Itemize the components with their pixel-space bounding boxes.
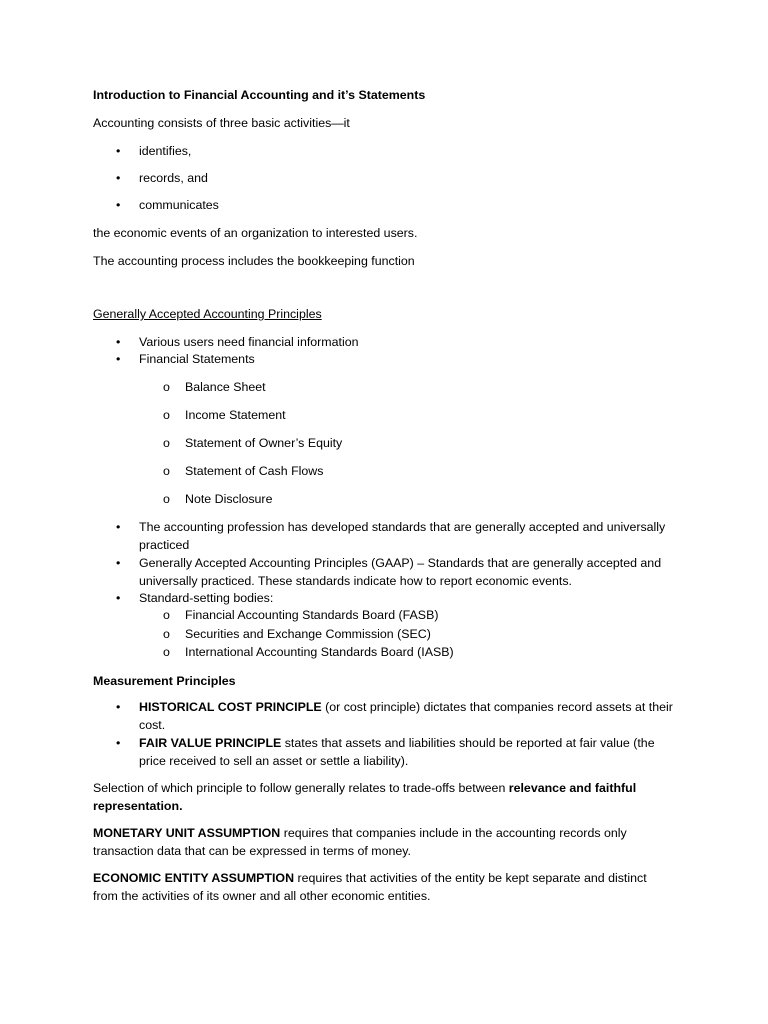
gaap-point: Generally Accepted Accounting Principles (GAAP) – Standards that are generally accepted and universally practiced. These standards indicate how to report economic events.	[139, 556, 662, 588]
bullet: •	[116, 700, 121, 714]
sub-bullet: o	[163, 436, 170, 450]
sub-bullet: o	[163, 645, 170, 659]
activity-item: identifies,	[139, 144, 192, 158]
standards-body: Financial Accounting Standards Board (FASB)	[185, 608, 439, 622]
statement-item: Balance Sheet	[185, 380, 266, 394]
bullet: •	[116, 352, 121, 366]
bullet: •	[116, 335, 121, 349]
monetary-unit-term: MONETARY UNIT ASSUMPTION	[93, 826, 281, 840]
gaap-item: Various users need financial information	[139, 335, 359, 349]
statement-item: Note Disclosure	[185, 492, 273, 506]
selection-bold: relevance and faithful representation.	[93, 781, 637, 813]
historical-cost-term: HISTORICAL COST PRINCIPLE	[139, 700, 322, 714]
gaap-heading: Generally Accepted Accounting Principles	[93, 307, 322, 321]
statement-item: Statement of Owner’s Equity	[185, 436, 343, 450]
fair-value-text: states that assets and liabilities should be reported at fair value (the price received to sell an asset or settle a liability).	[139, 736, 655, 768]
monetary-unit-paragraph	[93, 825, 673, 860]
statement-item: Income Statement	[185, 408, 286, 422]
bullet: •	[116, 144, 121, 158]
fair-value-item	[139, 735, 679, 770]
document-title: Introduction to Financial Accounting and it’s Statements	[93, 88, 426, 102]
monetary-unit-text: requires that companies include in the accounting records only transaction data that can be expressed in terms of money.	[93, 826, 627, 858]
economic-entity-text: requires that activities of the entity be kept separate and distinct from the activities of its owner and all other economic entities.	[93, 871, 647, 903]
sub-bullet: o	[163, 608, 170, 622]
bullet: •	[116, 198, 121, 212]
sub-bullet: o	[163, 408, 170, 422]
activity-item: communicates	[139, 198, 219, 212]
sub-bullet: o	[163, 380, 170, 394]
historical-cost-item	[139, 699, 679, 734]
bullet: •	[116, 556, 121, 570]
selection-paragraph	[93, 780, 673, 815]
intro-close: the economic events of an organization to interested users.	[93, 226, 418, 240]
sub-bullet: o	[163, 464, 170, 478]
historical-cost-text: (or cost principle) dictates that companies record assets at their cost.	[139, 700, 673, 732]
intro-process: The accounting process includes the bookkeeping function	[93, 254, 415, 268]
sub-bullet: o	[163, 627, 170, 641]
gaap-point: The accounting profession has developed standards that are generally accepted and universally practiced	[139, 520, 666, 552]
measurement-heading: Measurement Principles	[93, 674, 236, 688]
intro-lead: Accounting consists of three basic activities—it	[93, 116, 350, 130]
bullet: •	[116, 520, 121, 534]
statement-item: Statement of Cash Flows	[185, 464, 324, 478]
selection-text: Selection of which principle to follow generally relates to trade-offs between	[93, 781, 509, 795]
economic-entity-term: ECONOMIC ENTITY ASSUMPTION	[93, 871, 295, 885]
economic-entity-paragraph	[93, 870, 673, 905]
standards-body: Securities and Exchange Commission (SEC)	[185, 627, 431, 641]
bullet: •	[116, 591, 121, 605]
bullet: •	[116, 171, 121, 185]
gaap-point: Standard-setting bodies:	[139, 591, 274, 605]
bullet: •	[116, 736, 121, 750]
sub-bullet: o	[163, 492, 170, 506]
fair-value-term: FAIR VALUE PRINCIPLE	[139, 736, 282, 750]
activity-item: records, and	[139, 171, 208, 185]
standards-body: International Accounting Standards Board (IASB)	[185, 645, 454, 659]
gaap-item: Financial Statements	[139, 352, 255, 366]
